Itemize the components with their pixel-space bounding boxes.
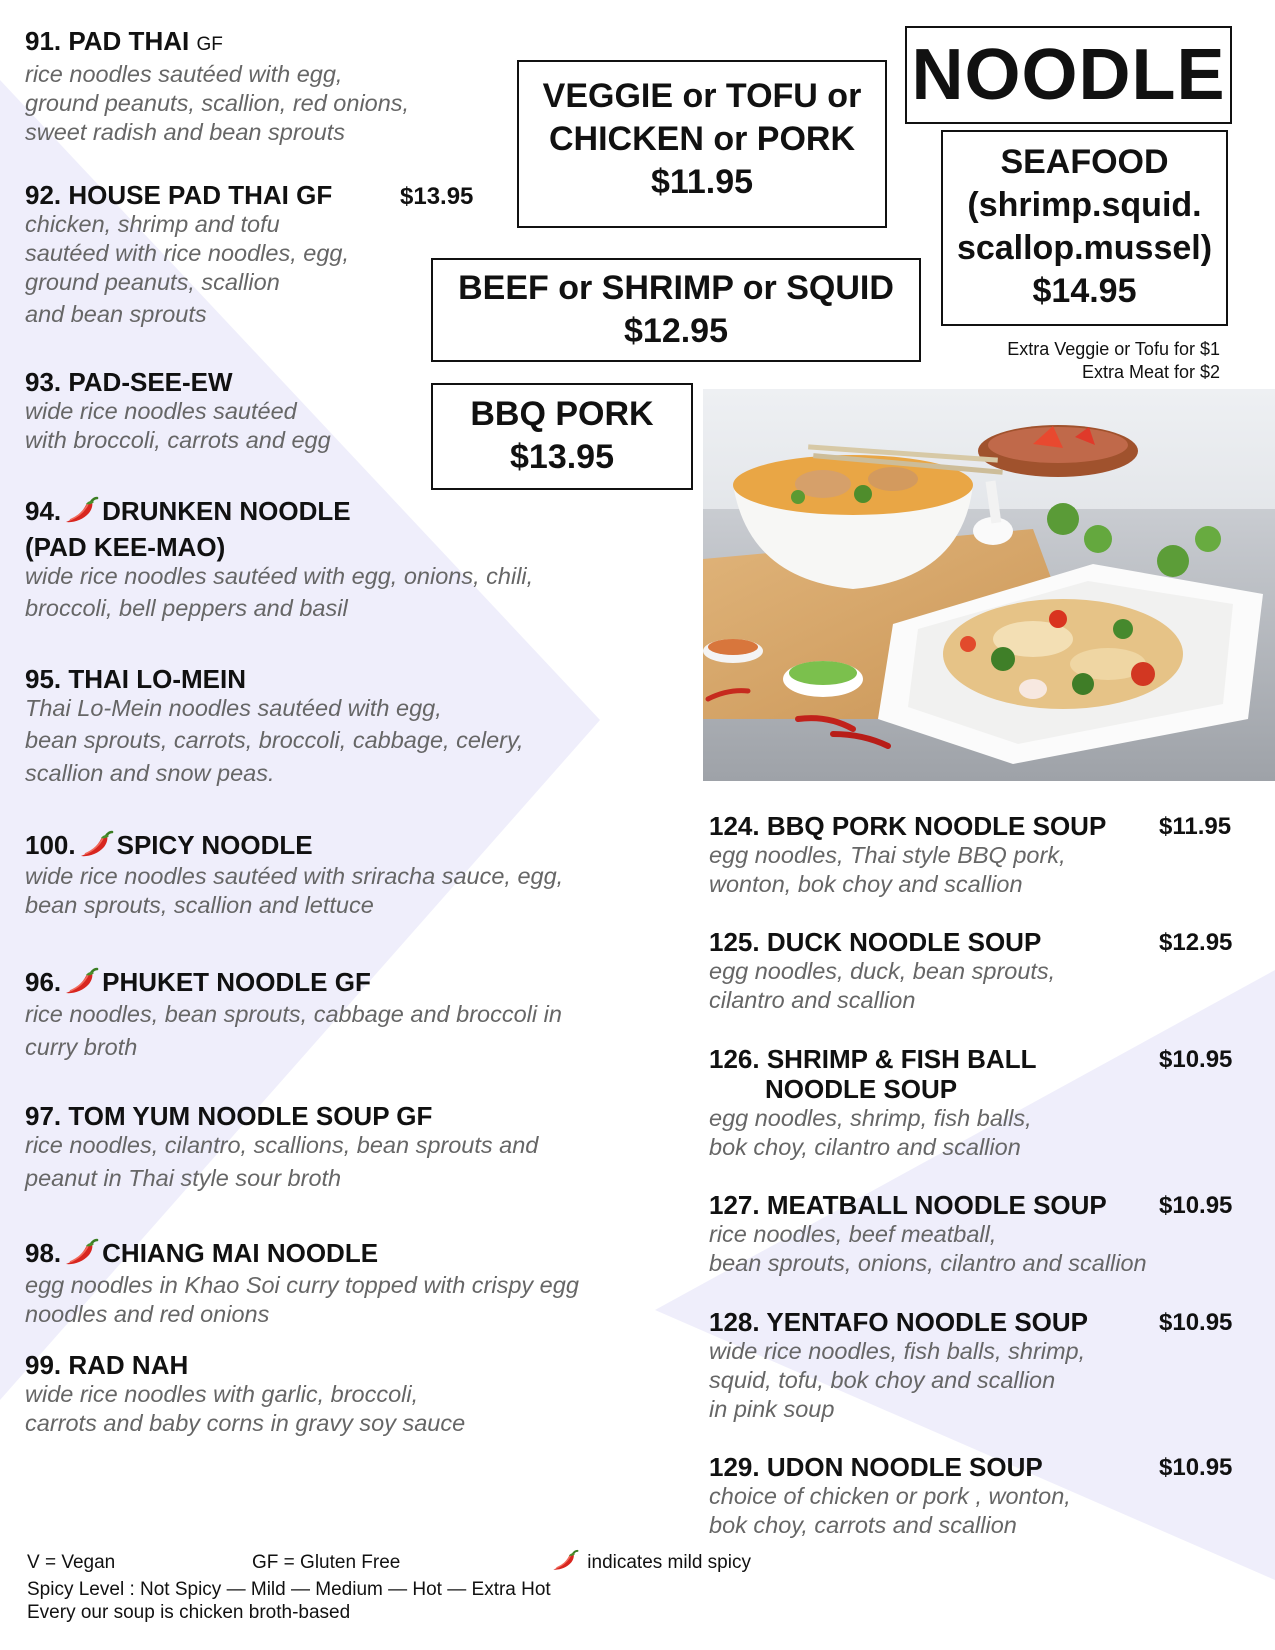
price-box-veggie [517,60,887,228]
menu-item-94 [25,496,533,623]
item-desc: ground peanuts, scallion, red onions, [25,90,410,116]
item-desc: bok choy, cilantro and scallion [709,1134,1021,1160]
extra-veggie-note: Extra Veggie or Tofu for $1 [1007,339,1220,359]
item-desc: chicken, shrimp and tofu [25,211,280,237]
item-desc: egg noodles in Khao Soi curry topped with crispy egg [25,1272,579,1298]
item-desc: sweet radish and bean sprouts [25,119,346,145]
price-box-price: $13.95 [510,438,614,476]
item-price-125: $12.95 [1159,929,1233,956]
chili-icon [78,830,114,860]
price-box-price: $12.95 [624,312,728,350]
menu-item-99 [25,1350,465,1438]
item-desc: choice of chicken or pork , wonton, [709,1483,1071,1509]
item-desc: sautéed with rice noodles, egg, [25,240,349,266]
gf-tag: GF [196,34,223,55]
item-price-129: $10.95 [1159,1454,1233,1481]
item-number: 98. [25,1238,62,1268]
price-box-beef [431,258,921,362]
item-name: DRUNKEN NOODLE [102,496,351,526]
item-name: SPICY NOODLE [116,830,313,860]
item-title: 127. MEATBALL NOODLE SOUP [709,1190,1107,1220]
noodle-title-box [905,26,1232,124]
menu-item-93 [25,367,331,455]
legend-soup-note: Every our soup is chicken broth-based [27,1602,351,1623]
item-title: 99. RAD NAH [25,1350,189,1380]
item-desc: and bean sprouts [25,301,207,327]
menu-item-96 [25,967,562,1062]
menu-item-129 [709,1452,1071,1540]
legend-vegan: V = Vegan [27,1552,116,1573]
price-box-price: $14.95 [1032,272,1137,310]
item-desc: wide rice noodles with garlic, broccoli, [25,1381,419,1407]
item-desc: bok choy, carrots and scallion [709,1512,1017,1538]
item-desc: squid, tofu, bok choy and scallion [709,1367,1056,1393]
item-title: 126. SHRIMP & FISH BALL [709,1044,1037,1074]
legend-mild-spicy-text: indicates mild spicy [587,1552,751,1573]
extra-meat-note: Extra Meat for $2 [1081,362,1220,382]
menu-item-100 [25,830,563,920]
item-desc: egg noodles, shrimp, fish balls, [709,1105,1032,1131]
item-desc: noodles and red onions [25,1301,270,1327]
chili-icon [63,1238,99,1268]
item-desc: scallion and snow peas. [25,760,275,786]
menu-item-97 [25,1101,538,1193]
item-price-124: $11.95 [1159,813,1232,840]
price-box-line: CHICKEN or PORK [548,120,856,158]
item-number: 100. [25,830,76,860]
item-desc: cilantro and scallion [709,987,916,1013]
legend-mild-spicy [549,1549,751,1575]
item-number: 96. [25,967,62,997]
item-price-126: $10.95 [1159,1046,1233,1073]
legend-spicy-level: Spicy Level : Not Spicy — Mild — Medium — Hot — Extra Hot [27,1579,551,1600]
item-subtitle: NOODLE SOUP [765,1074,958,1104]
price-box-line: VEGGIE or TOFU or [542,77,862,115]
item-desc: egg noodles, Thai style BBQ pork, [709,842,1066,868]
item-desc: curry broth [25,1034,138,1060]
item-desc: wonton, bok choy and scallion [709,871,1023,897]
chili-icon [63,967,99,997]
item-title: 125. DUCK NOODLE SOUP [709,927,1042,957]
item-desc: carrots and baby corns in gravy soy sauce [25,1410,466,1436]
item-desc: rice noodles, beef meatball, [709,1221,997,1247]
item-number: 94. [25,496,62,526]
item-desc: wide rice noodles sautéed [25,398,297,424]
item-desc: wide rice noodles sautéed with sriracha sauce, egg, [25,863,564,889]
item-title: 93. PAD-SEE-EW [25,367,233,397]
item-desc: rice noodles sautéed with egg, [25,61,343,87]
noodle-dish-photo-icon [703,389,1275,781]
item-desc: with broccoli, carrots and egg [25,427,331,453]
price-box-line: (shrimp.squid. [967,186,1202,224]
item-title: 97. TOM YUM NOODLE SOUP GF [25,1101,433,1131]
menu-item-92 [25,180,349,329]
extras-note [940,338,1220,384]
price-box-price: $11.95 [650,163,754,201]
item-title: 91. PAD THAI [25,26,190,56]
item-price-92: $13.95 [400,183,474,210]
item-subtitle: (PAD KEE-MAO) [25,532,226,562]
item-name: PHUKET NOODLE GF [102,967,371,997]
item-desc: bean sprouts, onions, cilantro and scallion [709,1250,1147,1276]
item-title: 128. YENTAFO NOODLE SOUP [709,1307,1089,1337]
item-title: 92. HOUSE PAD THAI GF [25,180,333,210]
page-title: NOODLE [911,35,1226,115]
item-price-128: $10.95 [1159,1309,1233,1336]
menu-item-128 [709,1307,1088,1424]
item-desc: wide rice noodles, fish balls, shrimp, [709,1338,1086,1364]
item-title: 124. BBQ PORK NOODLE SOUP [709,811,1107,841]
noodle-dish-photo [703,389,1275,781]
menu-item-95 [25,664,524,788]
chili-icon [551,1549,579,1573]
menu-item-91 [25,26,409,147]
item-desc: peanut in Thai style sour broth [25,1165,342,1191]
price-box-line: SEAFOOD [1000,143,1169,181]
item-desc: rice noodles, bean sprouts, cabbage and broccoli in [25,1001,562,1027]
menu-item-124 [709,811,1106,899]
item-title: 129. UDON NOODLE SOUP [709,1452,1043,1482]
menu-item-127 [709,1190,1147,1278]
price-box-line: BBQ PORK [470,395,654,433]
item-desc: rice noodles, cilantro, scallions, bean sprouts and [25,1132,539,1158]
price-box-line: scallop.mussel) [956,229,1213,267]
chili-icon [63,496,99,526]
price-box-line: BEEF or SHRIMP or SQUID [458,269,894,307]
item-price-127: $10.95 [1159,1192,1233,1219]
item-desc: Thai Lo-Mein noodles sautéed with egg, [25,695,442,721]
price-box-seafood [941,130,1228,326]
item-desc: in pink soup [709,1396,835,1422]
item-name: CHIANG MAI NOODLE [102,1238,379,1268]
item-desc: bean sprouts, carrots, broccoli, cabbage, celery, [25,727,524,753]
item-title: 95. THAI LO-MEIN [25,664,247,694]
item-desc: broccoli, bell peppers and basil [25,595,348,621]
menu-item-126 [709,1044,1036,1162]
legend-gluten-free: GF = Gluten Free [252,1552,401,1573]
price-box-bbq-pork [431,383,693,490]
menu-item-125 [709,927,1055,1015]
item-desc: ground peanuts, scallion [25,269,280,295]
menu-item-98 [25,1238,579,1329]
item-desc: bean sprouts, scallion and lettuce [25,892,374,918]
item-desc: wide rice noodles sautéed with egg, onions, chili, [25,563,534,589]
item-desc: egg noodles, duck, bean sprouts, [709,958,1056,984]
